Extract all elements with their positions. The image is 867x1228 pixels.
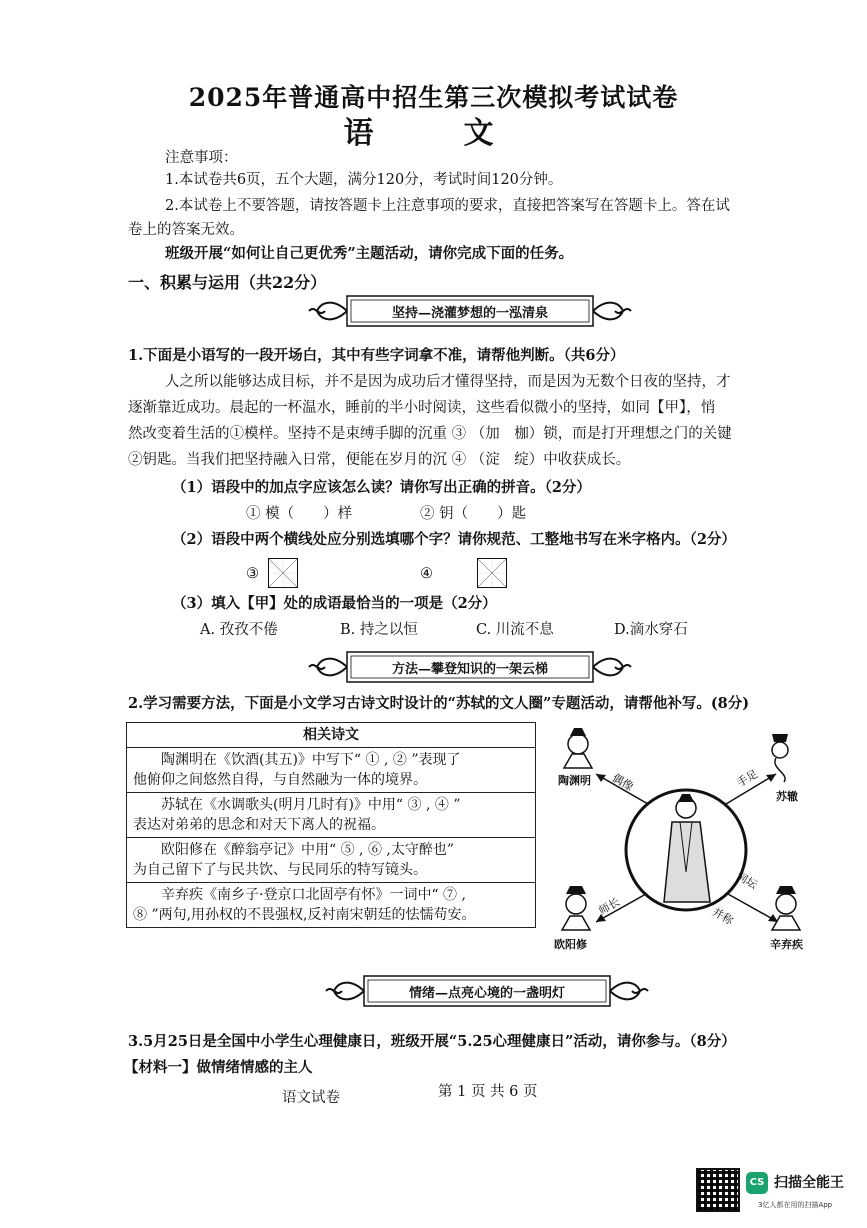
row1-line1: 陶渊明在《饮酒(其五)》中写下“ ① , ② ”表现了 — [161, 752, 461, 768]
note-2-line1: 2.本试卷上不要答题，请按答题卡上注意事项的要求，直接把答案写在答题卡上。答在试 — [165, 198, 730, 214]
figure-ouyangxiu — [562, 886, 590, 930]
q1-stem: 1.下面是小语写的一段开场白，其中有些字词拿不准，请帮他判断。（共6分） — [128, 347, 625, 364]
qr-code-icon — [696, 1168, 740, 1212]
q1-sub1-a: ① 模（ ）样 — [246, 506, 353, 522]
row3-line2: 为自己留下了与民共饮、与民同乐的特写镜头。 — [133, 862, 427, 878]
q1-option-a: A. 孜孜不倦 — [200, 622, 278, 638]
camscanner-name: 扫描全能王 — [774, 1175, 844, 1191]
q3-stem: 3.5月25日是全国中小学生心理健康日，班级开展“5.25心理健康日”活动，请你参与。（8分） — [128, 1033, 736, 1050]
section1-heading: 一、积累与运用（共22分） — [128, 273, 327, 292]
camscanner-logo-icon: CS — [746, 1172, 768, 1194]
banner-emotion — [322, 972, 652, 1010]
q1-para-line3: 然改变着生活的①模样。坚持不是束缚手脚的沉重 ③ （加 枷）锁，而是打开理想之门的关键 — [128, 426, 732, 442]
q3-material-1: 【材料一】做情绪情感的主人 — [124, 1059, 313, 1076]
row2-line2: 表达对弟弟的思念和对天下离人的祝福。 — [133, 817, 385, 833]
poems-table-header: 相关诗文 — [127, 723, 536, 748]
label-taoyuanming: 陶渊明 — [558, 774, 591, 787]
banner-text: 情绪—点亮心境的一盏明灯 — [408, 986, 565, 1001]
row3-line1: 欧阳修在《醉翁亭记》中用“ ⑤ , ⑥ ,太守醉也” — [161, 842, 455, 858]
banner-perseverance — [305, 292, 635, 330]
diagram-figures — [540, 722, 820, 962]
relation-mentor: 师长 — [596, 895, 623, 918]
sushi-circle-diagram — [540, 722, 820, 962]
q1-para-line2: 逐渐靠近成功。晨起的一杯温水，睡前的半小时阅读，这些看似微小的坚持，如同【甲】，悄 — [128, 400, 716, 416]
poems-row-sushi — [127, 793, 536, 838]
row1-line2: 他俯仰之间悠然自得，与自然融为一体的境界。 — [133, 772, 427, 788]
poems-row-xinqiji — [127, 883, 536, 928]
q1-para-line4: ②钥匙。当我们把坚持融入日常，便能在岁月的沉 ④ （淀 绽）中收获成长。 — [128, 452, 631, 468]
poems-row-ouyangxiu — [127, 838, 536, 883]
relation-ci-world: 词坛 — [733, 869, 760, 892]
banner-method — [305, 648, 635, 686]
label-xinqiji: 辛弃疾 — [770, 938, 803, 951]
label-ouyangxiu: 欧阳修 — [554, 938, 587, 951]
subject-title: 语 文 — [343, 116, 524, 151]
row4-line2: ⑧ ”两句,用孙权的不畏强权,反衬南宋朝廷的怯懦苟安。 — [133, 907, 476, 923]
note-1: 1.本试卷共6页，五个大题，满分120分，考试时间120分钟。 — [165, 172, 563, 188]
figure-xinqiji — [772, 886, 800, 930]
q1-sub1-b: ② 钥（ ）匙 — [420, 506, 527, 522]
notes-heading: 注意事项： — [165, 150, 238, 166]
footer-subject: 语文试卷 — [282, 1090, 340, 1106]
rice-grid-4[interactable] — [477, 558, 507, 588]
row2-line1: 苏轼在《水调歌头(明月几时有)》中用“ ③ , ④ ” — [161, 797, 461, 813]
q1-para-line1: 人之所以能够达成目标，并不是因为成功后才懂得坚持，而是因为无数个日夜的坚持，才 — [165, 374, 731, 390]
q1-sub1: （1）语段中的加点字应该怎么读？请你写出正确的拼音。（2分） — [172, 479, 591, 496]
poems-table — [126, 722, 536, 928]
q1-grid3-label: ③ — [246, 566, 259, 582]
banner-text: 方法—攀登知识的一架云梯 — [391, 662, 548, 677]
row4-line1: 辛弃疾《南乡子·登京口北固亭有怀》一词中“ ⑦ , — [161, 887, 466, 903]
q2-stem: 2.学习需要方法，下面是小文学习古诗文时设计的“苏轼的文人圈”专题活动，请帮他补写。(8分) — [128, 695, 750, 712]
q1-option-d: D.滴水穿石 — [614, 622, 688, 638]
footer-page-number: 第 1 页 共 6 页 — [438, 1084, 538, 1100]
label-suzhe: 苏辙 — [776, 790, 798, 803]
banner-text: 坚持—浇灌梦想的一泓清泉 — [391, 306, 548, 321]
camscanner-slogan: 3亿人都在用的扫描App — [758, 1201, 833, 1209]
relation-brother: 手足 — [734, 767, 761, 790]
rice-grid-3[interactable] — [268, 558, 298, 588]
figure-taoyuanming — [564, 728, 592, 768]
exam-title: 2025年普通高中招生第三次模拟考试试卷 — [188, 83, 679, 112]
note-2-line2: 卷上的答案无效。 — [128, 222, 244, 238]
q1-option-b: B. 持之以恒 — [340, 622, 418, 638]
q1-sub2: （2）语段中两个横线处应分别选填哪个字？请你规范、工整地书写在米字格内。（2分） — [172, 531, 736, 548]
q1-option-c: C. 川流不息 — [476, 622, 554, 638]
relation-paired: 并称 — [709, 905, 736, 928]
q1-sub3: （3）填入【甲】处的成语最恰当的一项是（2分） — [172, 595, 497, 612]
activity-intro: 班级开展“如何让自己更优秀”主题活动，请你完成下面的任务。 — [165, 245, 574, 262]
relation-idol: 偶像 — [609, 771, 636, 794]
q1-grid4-label: ④ — [420, 566, 433, 582]
poems-row-taoyuanming — [127, 748, 536, 793]
